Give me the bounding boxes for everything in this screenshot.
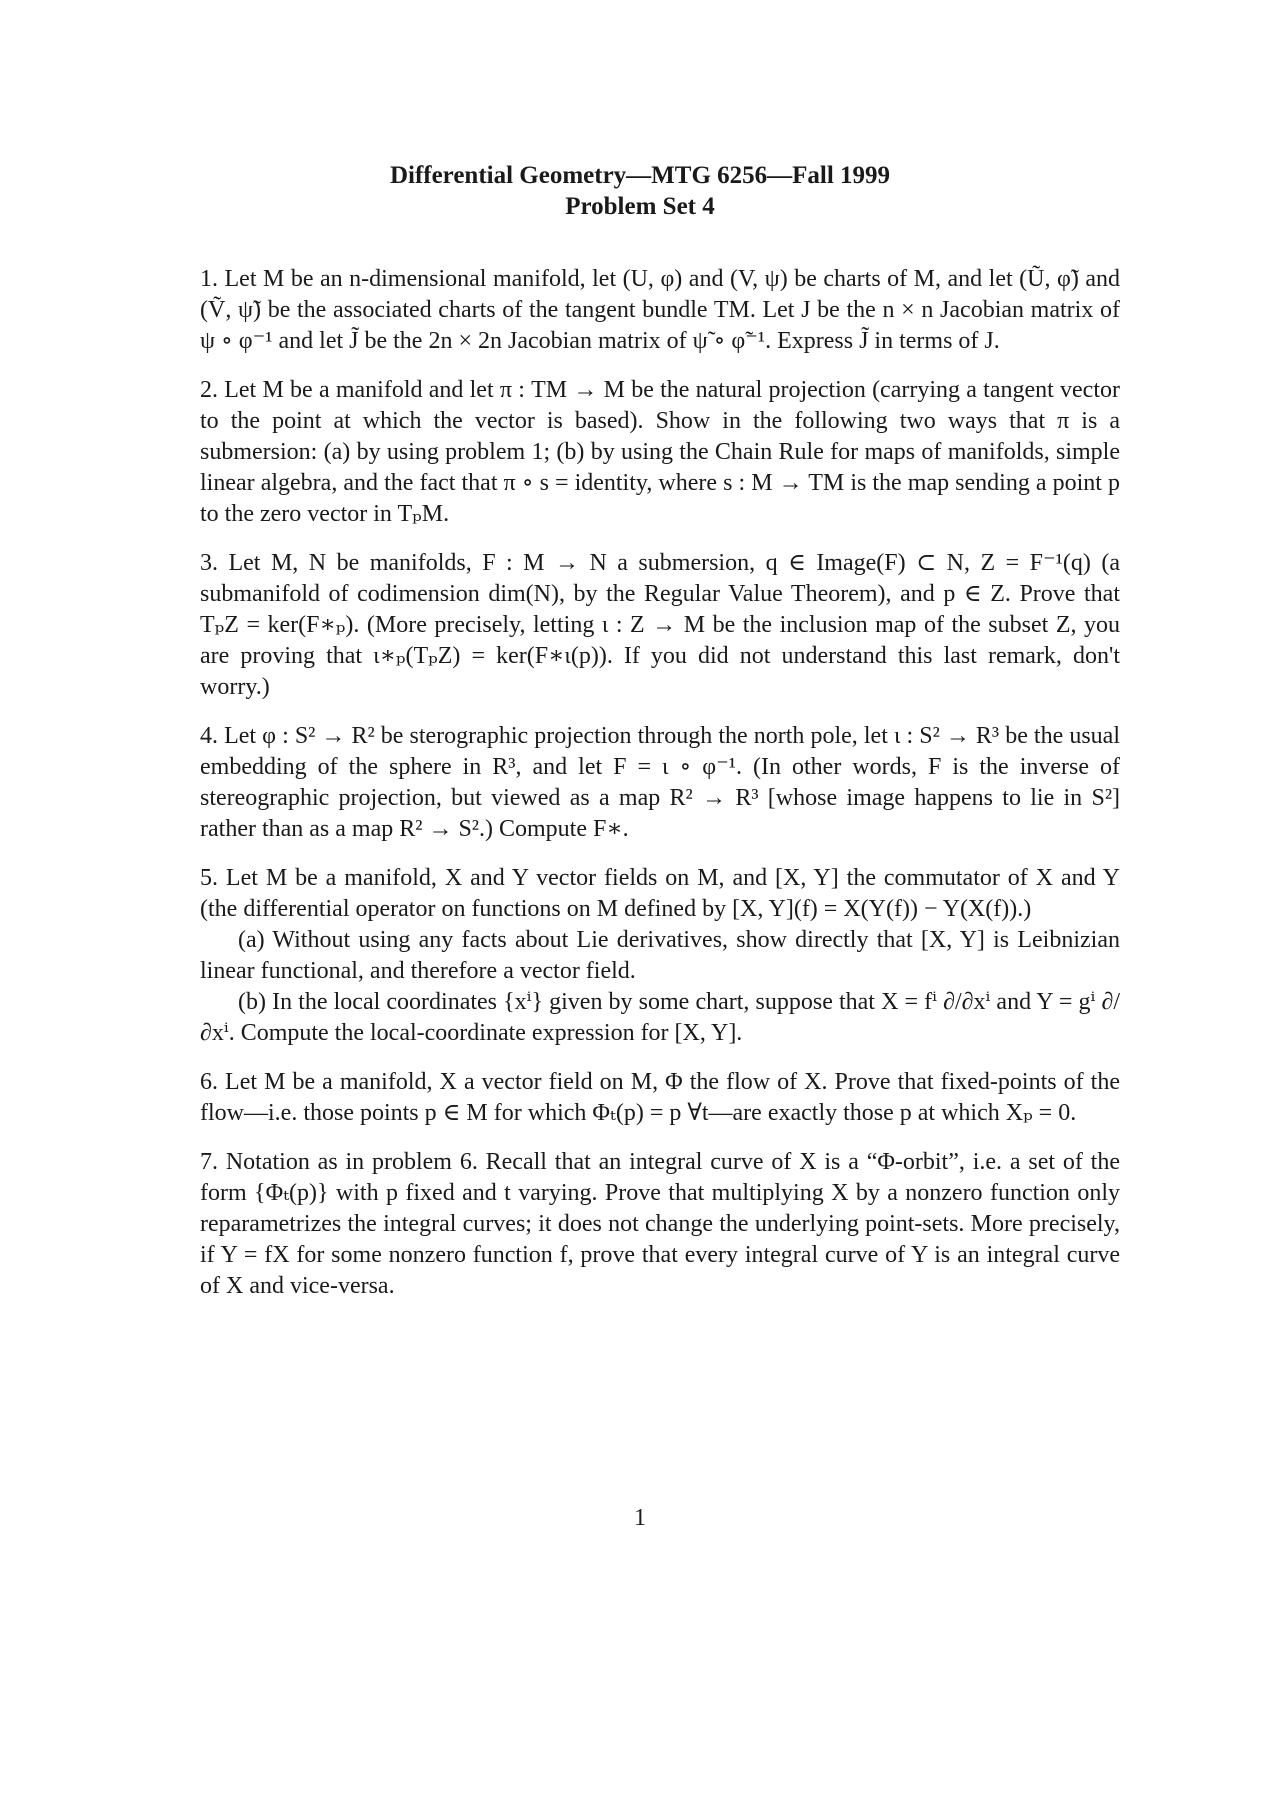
- document-header: [0, 160, 1280, 222]
- problem-5a-text: (a) Without using any facts about Lie derivatives, show directly that [X, Y] is Leibnizian linear functional, and therefore a vector field.: [200, 927, 1120, 984]
- document-subtitle: Problem Set 4: [565, 193, 715, 220]
- problem-7: [200, 1147, 1120, 1302]
- problem-1-text: 1. Let M be an n-dimensional manifold, let (U, φ) and (V, ψ) be charts of M, and let (Ũ, φ̃) and (Ṽ, ψ̃) be the associated charts of the tangent bundle TM. Let J be the n × n Jacobian matrix of ψ ∘ φ⁻¹ and let J̃ be the 2n × 2n Jacobian matrix of ψ̃ ∘ φ̃⁻¹. Express J̃ in terms of J.: [200, 266, 1120, 354]
- document-title: Differential Geometry—MTG 6256—Fall 1999: [389, 162, 891, 189]
- problem-2: [200, 375, 1120, 530]
- problem-4: [200, 721, 1120, 845]
- problem-5b-text: (b) In the local coordinates {xⁱ} given by some chart, suppose that X = fⁱ ∂/∂xⁱ and Y = gⁱ ∂/∂xⁱ. Compute the local-coordinate expression for [X, Y].: [200, 989, 1120, 1046]
- problem-4-text: 4. Let φ : S² → R² be sterographic projection through the north pole, let ι : S² → R³ be the usual embedding of the sphere in R³, and let F = ι ∘ φ⁻¹. (In other words, F is the inverse of stereographic projection, but viewed as a map R² → R³ [whose image happens to lie in S²] rather than as a map R² → S².) Compute F∗.: [200, 723, 1120, 842]
- problem-5-text: 5. Let M be a manifold, X and Y vector fields on M, and [X, Y] the commutator of X and Y (the differential operator on functions on M defined by [X, Y](f) = X(Y(f)) − Y(X(f)).): [200, 865, 1120, 922]
- page-number: 1: [634, 1505, 646, 1531]
- problem-list: [200, 264, 1120, 1320]
- problem-5: [200, 863, 1120, 1049]
- problem-6-text: 6. Let M be a manifold, X a vector field on M, Φ the flow of X. Prove that fixed-points of the flow—i.e. those points p ∈ M for which Φₜ(p) = p ∀t—are exactly those p at which Xₚ = 0.: [200, 1069, 1120, 1126]
- problem-1: [200, 264, 1120, 357]
- problem-7-text: 7. Notation as in problem 6. Recall that an integral curve of X is a “Φ-orbit”, i.e. a set of the form {Φₜ(p)} with p fixed and t varying. Prove that multiplying X by a nonzero function only reparametrizes the integral curves; it does not change the underlying point-sets. More precisely, if Y = fX for some nonzero function f, prove that every integral curve of Y is an integral curve of X and vice-versa.: [200, 1149, 1120, 1299]
- problem-3: [200, 548, 1120, 703]
- problem-2-text: 2. Let M be a manifold and let π : TM → M be the natural projection (carrying a tangent vector to the point at which the vector is based). Show in the following two ways that π is a submersion: (a) by using problem 1; (b) by using the Chain Rule for maps of manifolds, simple linear algebra, and the fact that π ∘ s = identity, where s : M → TM is the map sending a point p to the zero vector in TₚM.: [200, 377, 1120, 527]
- problem-3-text: 3. Let M, N be manifolds, F : M → N a submersion, q ∈ Image(F) ⊂ N, Z = F⁻¹(q) (a submanifold of codimension dim(N), by the Regular Value Theorem), and p ∈ Z. Prove that TₚZ = ker(F∗ₚ). (More precisely, letting ι : Z → M be the inclusion map of the subset Z, you are proving that ι∗ₚ(TₚZ) = ker(F∗ι(p)). If you did not understand this last remark, don't worry.): [200, 550, 1120, 700]
- problem-6: [200, 1067, 1120, 1129]
